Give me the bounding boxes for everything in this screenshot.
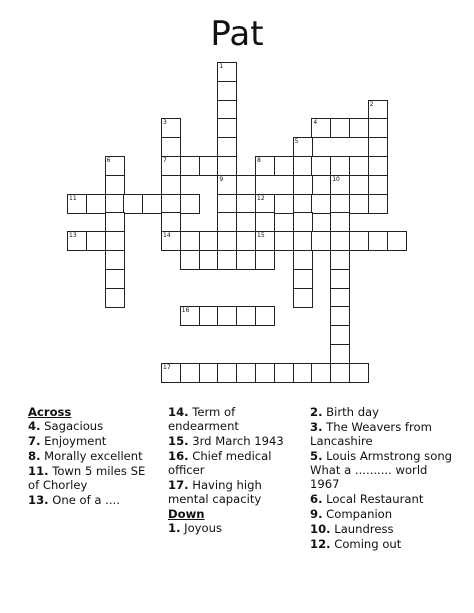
- grid-cell[interactable]: [199, 363, 219, 383]
- clue-num: 12.: [310, 537, 331, 551]
- clue-number: 7: [163, 157, 167, 164]
- grid-cell[interactable]: [217, 306, 237, 326]
- grid-cell[interactable]: [293, 156, 313, 176]
- grid-cell[interactable]: [180, 156, 200, 176]
- clue-num: 17.: [168, 478, 189, 492]
- grid-cell[interactable]: [349, 156, 369, 176]
- down-clue-list-1: [168, 521, 303, 535]
- clue-text: 3rd March 1943: [188, 434, 284, 448]
- grid-cell[interactable]: [255, 250, 275, 270]
- grid-cell[interactable]: [311, 156, 331, 176]
- clue-number: 8: [257, 157, 261, 164]
- grid-cell[interactable]: [236, 175, 256, 195]
- clue-item: [310, 522, 460, 536]
- clue-number: 16: [181, 307, 190, 315]
- grid-cell[interactable]: [293, 212, 313, 232]
- clue-num: 15.: [168, 434, 189, 448]
- grid-cell[interactable]: [255, 212, 275, 232]
- clue-num: 6.: [310, 492, 323, 506]
- grid-cell[interactable]: [293, 363, 313, 383]
- grid-cell[interactable]: [217, 231, 237, 251]
- grid-cell[interactable]: [236, 250, 256, 270]
- grid-cell[interactable]: [330, 156, 350, 176]
- grid-cell[interactable]: [311, 118, 331, 138]
- clue-num: 5.: [310, 449, 323, 463]
- clue-text: Chief medical officer: [168, 449, 272, 477]
- grid-cell[interactable]: [274, 194, 294, 214]
- grid-cell[interactable]: [293, 175, 313, 195]
- grid-cell[interactable]: [349, 118, 369, 138]
- grid-cell[interactable]: [180, 306, 200, 326]
- clue-text: Louis Armstrong song What a .......... world 1967: [310, 449, 453, 491]
- grid-cell[interactable]: [349, 231, 369, 251]
- clue-item: [310, 537, 460, 551]
- grid-cell[interactable]: [67, 194, 87, 214]
- grid-cell[interactable]: [368, 137, 388, 157]
- grid-cell[interactable]: [86, 231, 106, 251]
- across-heading: Across: [28, 405, 72, 419]
- clue-number: 3: [163, 119, 167, 127]
- clue-number: 14: [163, 232, 171, 240]
- clue-num: 8.: [28, 449, 41, 463]
- clue-text: Town 5 miles SE of Chorley: [28, 464, 146, 492]
- grid-cell[interactable]: [330, 306, 350, 326]
- grid-cell[interactable]: [217, 137, 237, 157]
- clue-text: Joyous: [180, 521, 223, 535]
- clue-item: [28, 419, 158, 433]
- clue-num: 16.: [168, 449, 189, 463]
- grid-cell[interactable]: [105, 288, 125, 308]
- grid-cell[interactable]: [293, 231, 313, 251]
- clue-number: 13: [69, 232, 77, 240]
- clues-column-3: [310, 405, 460, 552]
- grid-cell[interactable]: [311, 363, 331, 383]
- clue-item: [310, 507, 460, 521]
- grid-cell[interactable]: [236, 363, 256, 383]
- clue-num: 10.: [310, 522, 331, 536]
- clue-number: 17: [163, 363, 171, 371]
- clue-num: 9.: [310, 507, 323, 521]
- grid-cell[interactable]: [180, 194, 200, 214]
- grid-cell[interactable]: [255, 231, 275, 251]
- grid-cell[interactable]: [330, 288, 350, 308]
- clue-text: Companion: [322, 507, 393, 521]
- grid-cell[interactable]: [330, 250, 350, 270]
- grid-cell[interactable]: [236, 212, 256, 232]
- clue-item: [310, 420, 460, 448]
- grid-cell[interactable]: [105, 269, 125, 289]
- grid-cell[interactable]: [105, 156, 125, 176]
- clue-num: 4.: [28, 419, 41, 433]
- clue-text: Birth day: [322, 405, 380, 419]
- grid-cell[interactable]: [293, 288, 313, 308]
- grid-cell[interactable]: [199, 306, 219, 326]
- grid-cell[interactable]: [86, 194, 106, 214]
- grid-cell[interactable]: [217, 250, 237, 270]
- grid-cell[interactable]: [217, 81, 237, 101]
- grid-cell[interactable]: [368, 231, 388, 251]
- clues-section: [0, 405, 474, 610]
- grid-cell[interactable]: [274, 231, 294, 251]
- grid-cell[interactable]: [330, 118, 350, 138]
- clues-column-1: [28, 405, 158, 508]
- clue-number: 12: [257, 194, 265, 202]
- clue-number: 6: [106, 157, 111, 164]
- clue-item: [168, 521, 303, 535]
- clue-item: [168, 405, 303, 433]
- grid-cell[interactable]: [255, 306, 275, 326]
- grid-cell[interactable]: [217, 62, 237, 82]
- grid-cell[interactable]: [330, 325, 350, 345]
- grid-cell[interactable]: [368, 118, 388, 138]
- grid-cell[interactable]: [311, 194, 331, 214]
- grid-cell[interactable]: [161, 212, 181, 232]
- clue-num: 13.: [28, 493, 49, 507]
- grid-cell[interactable]: [180, 231, 200, 251]
- grid-cell[interactable]: [349, 194, 369, 214]
- grid-cell[interactable]: [217, 212, 237, 232]
- clue-text: Sagacious: [40, 419, 104, 433]
- clue-text: Morally excellent: [40, 449, 143, 463]
- clue-item: [310, 405, 460, 419]
- grid-cell[interactable]: [255, 194, 275, 214]
- clue-number: 11: [69, 194, 77, 202]
- clue-text: The Weavers from Lancashire: [310, 420, 432, 448]
- grid-cell[interactable]: [67, 231, 87, 251]
- clue-item: [28, 434, 158, 448]
- grid-cell[interactable]: [199, 231, 219, 251]
- clue-number: 4: [313, 119, 318, 127]
- grid-cell[interactable]: [217, 118, 237, 138]
- grid-cell[interactable]: [105, 212, 125, 232]
- clue-text: Laundress: [330, 522, 394, 536]
- grid-cell[interactable]: [199, 250, 219, 270]
- clue-number: 2: [369, 100, 374, 108]
- clue-item: [310, 449, 460, 491]
- grid-cell[interactable]: [199, 156, 219, 176]
- clue-number: 10: [332, 175, 340, 183]
- grid-cell[interactable]: [274, 156, 294, 176]
- down-heading: Down: [168, 507, 205, 521]
- grid-cell[interactable]: [123, 194, 143, 214]
- clue-text: Coming out: [330, 537, 402, 551]
- grid-cell[interactable]: [180, 363, 200, 383]
- grid-cell[interactable]: [236, 194, 256, 214]
- clue-number: 15: [257, 232, 265, 240]
- grid-cell[interactable]: [105, 231, 125, 251]
- grid-cell[interactable]: [236, 231, 256, 251]
- clue-number: 9: [219, 175, 224, 183]
- grid-cell[interactable]: [330, 212, 350, 232]
- grid-cell[interactable]: [161, 118, 181, 138]
- grid-cell[interactable]: [330, 363, 350, 383]
- grid-cell[interactable]: [368, 156, 388, 176]
- across-clue-list-2: [168, 405, 303, 506]
- grid-cell[interactable]: [217, 363, 237, 383]
- grid-cell[interactable]: [217, 175, 237, 195]
- grid-cell[interactable]: [311, 231, 331, 251]
- clue-text: One of a ....: [48, 493, 120, 507]
- grid-cell[interactable]: [180, 250, 200, 270]
- clue-item: [28, 464, 158, 492]
- grid-cell[interactable]: [349, 363, 369, 383]
- clue-num: 3.: [310, 420, 323, 434]
- clue-text: Local Restaurant: [322, 492, 424, 506]
- grid-cell[interactable]: [330, 175, 350, 195]
- grid-cell[interactable]: [161, 194, 181, 214]
- clue-num: 14.: [168, 405, 189, 419]
- grid-cell[interactable]: [105, 175, 125, 195]
- grid-cell[interactable]: [293, 250, 313, 270]
- clue-item: [28, 449, 158, 463]
- grid-cell[interactable]: [217, 156, 237, 176]
- grid-cell[interactable]: [217, 100, 237, 120]
- clue-text: Having high mental capacity: [168, 478, 262, 506]
- grid-cell[interactable]: [255, 363, 275, 383]
- clue-num: 11.: [28, 464, 49, 478]
- grid-cell[interactable]: [368, 100, 388, 120]
- grid-cell[interactable]: [330, 194, 350, 214]
- grid-cell[interactable]: [161, 175, 181, 195]
- clue-item: [168, 449, 303, 477]
- down-clue-list-2: [310, 405, 460, 551]
- clue-number: 5: [294, 138, 299, 146]
- clue-num: 1.: [168, 521, 181, 535]
- puzzle-title: Pat: [210, 14, 264, 54]
- clue-item: [310, 492, 460, 506]
- grid-cell[interactable]: [293, 269, 313, 289]
- grid-cell[interactable]: [161, 137, 181, 157]
- grid-cell[interactable]: [368, 175, 388, 195]
- grid-cell[interactable]: [161, 363, 181, 383]
- grid-cell[interactable]: [105, 194, 125, 214]
- grid-cell[interactable]: [161, 156, 181, 176]
- grid-cell[interactable]: [293, 137, 313, 157]
- grid-cell[interactable]: [161, 231, 181, 251]
- clue-num: 7.: [28, 434, 41, 448]
- clue-item: [168, 478, 303, 506]
- clue-text: Term of endearment: [168, 405, 239, 433]
- grid-cell[interactable]: [255, 156, 275, 176]
- grid-cell[interactable]: [274, 363, 294, 383]
- grid-cell[interactable]: [293, 194, 313, 214]
- grid-cell[interactable]: [387, 231, 407, 251]
- grid-cell[interactable]: [330, 231, 350, 251]
- grid-cell[interactable]: [105, 250, 125, 270]
- clues-column-2: [168, 405, 303, 536]
- grid-cell[interactable]: [217, 194, 237, 214]
- clue-number: 1: [219, 63, 224, 70]
- clue-num: 2.: [310, 405, 323, 419]
- grid-cell[interactable]: [142, 194, 162, 214]
- grid-cell[interactable]: [236, 306, 256, 326]
- clue-item: [28, 493, 158, 507]
- grid-cell[interactable]: [330, 269, 350, 289]
- grid-cell[interactable]: [330, 344, 350, 364]
- clue-item: [168, 434, 303, 448]
- grid-cell[interactable]: [368, 194, 388, 214]
- across-clue-list-1: [28, 419, 158, 507]
- clue-text: Enjoyment: [40, 434, 107, 448]
